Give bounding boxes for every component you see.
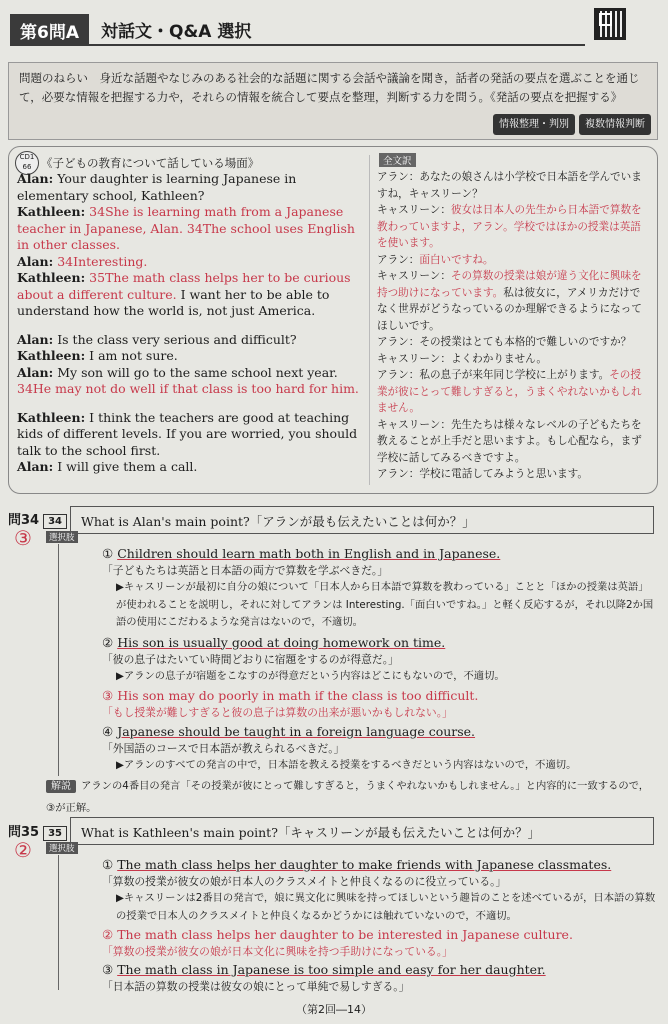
- q35-options: ① The math class helps her daughter to make friends with Japanese classmates. 「算数の授業が彼女の娘が日本人のクラスメイトと仲良くなるのに役立っている。」 ▶キャスリーンは2番目の発言で，娘に異文化に興味を持ってほしいという趣旨のことを述べているが，日本語の算数の授業で日本人のクラスメイトと仲良くなるかどうかには触れていないので，不適切。 ② The math class helps her daughter to be interested in Japanese culture. 「算数の授業が彼女の娘が日本文化に興味を持つ手助けになっている。」 ③ The math class in Japanese is too simple and easy for her daughter. 「日本語の算数の授業は彼女の娘にとって単純で易しすぎる。」: [102, 856, 658, 995]
- translation-line: キャスリーン：先生たちは様々なレベルの子どもたちを教えることが上手だと思いますよ。もし心配なら，まず学校に話してみるべきですよ。: [377, 418, 642, 464]
- q34-label: 問34 34: [8, 509, 67, 529]
- cd-icon: CD1 66: [15, 151, 39, 175]
- q35-answer: ②: [14, 838, 32, 862]
- q35-label: 問35 35: [8, 821, 67, 841]
- dialogue-line: Alan: Your daughter is learning Japanese in elementary school, Kathleen?: [17, 171, 297, 203]
- q34-bracket-line: [58, 544, 59, 776]
- qr-code-icon[interactable]: [594, 8, 626, 40]
- tag-info-sorting: 情報整理・判別: [493, 114, 575, 135]
- q35-option-3: ③ The math class in Japanese is too simple and easy for her daughter.: [102, 962, 546, 977]
- dialogue-line: Alan: I will give them a call.: [17, 459, 198, 474]
- dialogue-line: Kathleen: I think the teachers are good at teaching kids of different levels. If you are worried, you should talk to the school first.: [17, 409, 358, 458]
- header-bar: [10, 14, 585, 46]
- explanation-tag: 解説: [46, 780, 76, 793]
- translation-label: 全文訳: [379, 153, 416, 167]
- dialogue-line: Kathleen: 34She is learning math from a Japanese teacher in Japanese, Alan. 34The school uses English in other classes.: [17, 204, 355, 252]
- dialogue-line: Alan: My son will go to the same school next year. 34He may not do well if that class is too hard for him.: [17, 364, 359, 396]
- translation-line: キャスリーン：彼女は日本人の先生から日本語で算数を教わっていますよ，アラン。学校ではほかの授業は英語を使います。: [377, 204, 642, 249]
- dialogue-box: [8, 146, 658, 494]
- q35-option-2-correct: ② The math class helps her daughter to be interested in Japanese culture.: [102, 927, 573, 942]
- dialogue-line: Kathleen: 35The math class helps her to be curious about a different culture. I want her to be able to understand how the world is, not just America.: [17, 270, 351, 318]
- translation-line: キャスリーン：その算数の授業は娘が違う文化に興味を持つ助けになっています。私は彼女に，アメリカだけでなく世界がどうなっているのか理解できるようになってほしいです。: [377, 270, 642, 332]
- q35-option-1: ① The math class helps her daughter to make friends with Japanese classmates.: [102, 857, 612, 872]
- q34-option-2: ② His son is usually good at doing homework on time.: [102, 634, 446, 650]
- tag-multi-info: 複数情報判断: [579, 114, 651, 135]
- dialogue-line: Alan: Is the class very serious and difficult?: [17, 331, 297, 347]
- q34-answer: ③: [14, 526, 32, 550]
- aim-text: 問題のねらい 身近な話題やなじみのある社会的な話題に関する会話や議論を聞き，話者の発話の要点を選ぶことを通じて，必要な情報を把握する力や，それらの情報を統合して要点を整理，判断する力を問う。《発話の要点を把握する》: [19, 71, 640, 104]
- q35-choice-label: 選択肢: [46, 842, 78, 854]
- q34-options: ① Children should learn math both in English and in Japanese. 「子どもたちは英語と日本語の両方で算数を学ぶべきだ。」 ▶キャスリーンが最初に自分の娘について「日本人から日本語で算数を教わっている」ことと「ほかの授業は英語」が使われることを説明し，それに対してアランは Interesting.「面白いですね。」と軽く反応するが，それ以降2か国語の使用にこだわるような発言はないので，不適切。 ② His son is usually good at doing homework on time. 「彼の息子はたいてい時間どおりに宿題をするのが得意だ。」 ▶アランの息子が宿題をこなすのが得意だという内容はどこにもないので，不適切。 ③ His son may do poorly in math if the class is too difficult. 「もし授業が難しすぎると彼の息子は算数の出来が悪いかもしれない。」 ④ Japanese should be taught in a foreign language course. 「外国語のコースで日本語が教えられるべきだ。」 ▶アランのすべての発言の中で，日本語を教える授業をするべきだという内容はないので，不適切。: [102, 545, 658, 775]
- q34-explanation: 解説 アランの4番目の発言「その授業が彼にとって難しすぎると，うまくやれないかもしれません。」と内容的に一致するので，③が正解。: [46, 780, 650, 814]
- q34-choice-label: 選択肢: [46, 531, 78, 543]
- translation-line: キャスリーン：よくわかりません。: [377, 352, 547, 365]
- q34-question: What is Alan's main point?「アランが最も伝えたいことは何か？」: [70, 506, 654, 534]
- translation-line: アラン：その授業はとても本格的で難しいのですか？: [377, 336, 632, 348]
- translation-line: アラン：あなたの娘さんは小学校で日本語を学んでいますね，キャスリーン？: [377, 171, 642, 200]
- japanese-translation: [377, 169, 649, 483]
- q34-option-3-correct: ③ His son may do poorly in math if the class is too difficult.: [102, 688, 479, 703]
- q34-option-4: ④ Japanese should be taught in a foreign language course.: [102, 724, 476, 739]
- english-dialogue: [17, 171, 362, 476]
- q35-question: What is Kathleen's main point?「キャスリーンが最も伝えたいことは何か？」: [70, 817, 654, 845]
- aim-tags: [493, 114, 651, 135]
- aim-box: [8, 62, 658, 140]
- dialogue-line: Kathleen: I am not sure.: [17, 348, 178, 363]
- q35-bracket-line: [58, 855, 59, 990]
- translation-line: アラン：学校に電話してみようと思います。: [377, 468, 589, 480]
- translation-line: アラン：私の息子が来年同じ学校に上がります。その授業が彼にとって難しすぎると，うまくやれないかもしれません。: [377, 369, 642, 414]
- section-label: 第6問A: [10, 14, 89, 46]
- q34-option-1: ① Children should learn math both in English and in Japanese.: [102, 546, 501, 561]
- dialogue-line: Alan: 34Interesting.: [17, 253, 148, 269]
- page-footer: （第2回―14）: [296, 1003, 372, 1016]
- section-title: 対話文・Q&A 選択: [89, 14, 585, 46]
- translation-line: アラン：面白いですね。: [377, 253, 494, 266]
- column-divider: [369, 155, 370, 485]
- scene-label: 《子どもの教育について話している場面》: [41, 156, 260, 170]
